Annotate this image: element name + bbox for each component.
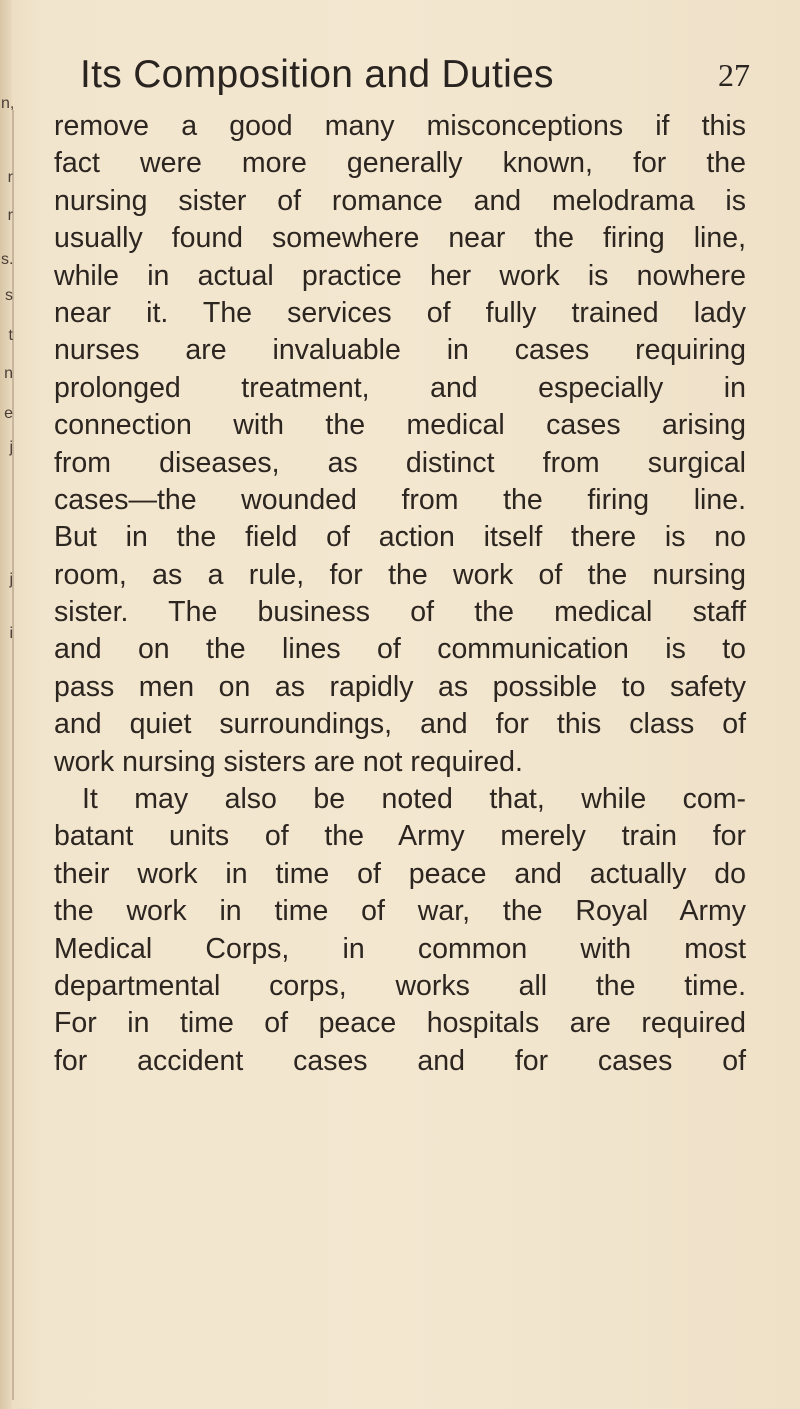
paragraph-start-line: It may also be noted that, while com- [82,783,746,816]
text-line: nurses are invaluable in cases requiring [54,334,746,367]
text-line: For in time of peace hospitals are required [54,1007,746,1040]
facing-page-fragment: e [4,405,13,422]
text-line: connection with the medical cases arising [54,409,746,442]
facing-page-fragment: s [5,287,13,304]
text-line: nursing sister of romance and melodrama is [54,184,746,217]
text-line: pass men on as rapidly as possible to safety [54,670,746,703]
text-line: room, as a rule, for the work of the nursing [54,558,746,591]
text-line: departmental corps, works all the time. [54,969,746,1002]
text-line: fact were more generally known, for the [54,147,746,180]
facing-page-fragment: j [9,571,13,588]
facing-page-fragment: r [7,169,13,186]
running-head [80,50,750,110]
text-line: the work in time of war, the Royal Army [54,895,746,928]
paragraph-end-line: work nursing sisters are not required. [54,745,523,778]
facing-page-fragment: s. [1,251,14,268]
facing-page-fragment: n, [1,95,15,112]
text-line: and on the lines of communication is to [54,633,746,666]
text-line: But in the field of action itself there is no [54,521,746,554]
text-line: Medical Corps, in common with most [54,932,746,965]
text-line: near it. The services of fully trained lady [54,296,746,329]
text-line: usually found somewhere near the firing line, [54,222,746,255]
facing-page-fragment: i [9,625,13,642]
text-line: from diseases, as distinct from surgical [54,446,746,479]
facing-page-fragment: n [4,365,13,382]
body-text [54,108,746,1080]
page-number: 27 [718,57,750,93]
text-line: and quiet surroundings, and for this class of [54,708,746,741]
text-line: for accident cases and for cases of [54,1044,746,1077]
text-line: their work in time of peace and actually do [54,857,746,890]
facing-page-fragment: r [7,207,13,224]
text-line: cases—the wounded from the firing line. [54,483,746,516]
text-line: remove a good many misconceptions if this [54,110,746,142]
text-line: while in actual practice her work is nowhere [54,259,746,292]
text-line: sister. The business of the medical staff [54,596,746,629]
facing-page-fragment: j [9,439,13,456]
running-title: Its Composition and Duties [80,53,554,96]
text-line: batant units of the Army merely train for [54,820,746,853]
text-line: prolonged treatment, and especially in [54,371,746,404]
facing-page-fragment: t [8,327,13,344]
